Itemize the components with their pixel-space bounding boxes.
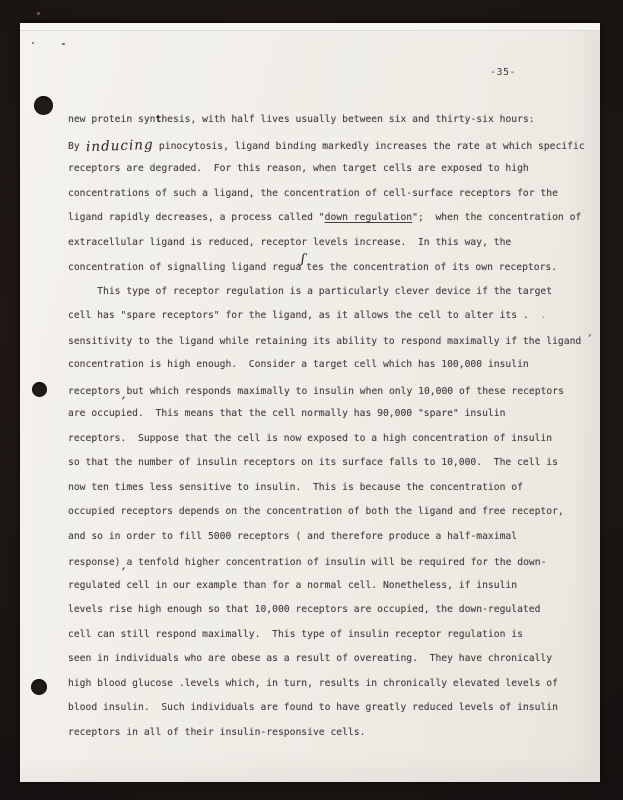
typed-segment: hesis, with half lives usually between six and thirty-six hours: [161, 114, 529, 125]
typed-segment: receptors: [68, 385, 121, 397]
typed-segment: receptors in all of their insulin-responsive cells.: [68, 726, 366, 738]
text-line: [68, 133, 592, 158]
annotation-overstrike: t: [155, 114, 162, 125]
typed-segment: response): [68, 557, 121, 568]
typed-segment: occupied receptors depends on the concentration of both the ligand and free receptor,: [68, 506, 564, 517]
page-number: -35-: [490, 67, 517, 78]
text-line: [68, 647, 592, 672]
typed-segment: high blood glucose .levels which, in turn, results in chronically elevated levels of: [68, 677, 558, 689]
typed-segment: so that the number of insulin receptors on its surface falls to 10,000. The cell is: [68, 457, 558, 468]
document-page: [20, 23, 600, 782]
typed-segment: pinocytosis, ligand binding markedly increases the rate at which specific: [153, 140, 585, 152]
text-line: [68, 549, 592, 574]
text-line: [68, 231, 592, 256]
annotation-hand-comma: ,: [121, 386, 126, 401]
typed-segment: This type of receptor regulation is a particularly clever device if the target: [68, 285, 553, 297]
text-line: [68, 182, 592, 207]
typed-segment: concentrations of such a ligand, the concentration of cell-surface receptors for the: [68, 187, 558, 199]
hole-punch-bottom: [31, 679, 47, 695]
text-line: [68, 427, 592, 452]
text-line: [68, 402, 592, 427]
background-speck: [37, 12, 40, 15]
text-line: [68, 329, 592, 354]
hole-punch-middle: [32, 382, 47, 397]
annotation-insert-mark: ʃ: [300, 251, 306, 268]
typed-segment: "; when the concentration of: [412, 212, 582, 223]
typed-segment: cell has "spare receptors" for the ligand, as it allows the cell to alter its .: [68, 310, 529, 321]
text-line: [68, 206, 592, 231]
paper-speck: [62, 43, 65, 45]
typed-segment: concentration of signalling ligand regua: [68, 262, 302, 273]
typed-segment: new protein syn: [68, 114, 156, 125]
annotation-hand-comma: ,: [121, 558, 126, 572]
typed-segment: receptors are degraded. For this reason, when target cells are exposed to high: [68, 163, 529, 174]
annotation-underline: down regulation: [324, 212, 413, 223]
typed-segment: and so in order to fill 5000 receptors ( and therefore produce a half-maximal: [68, 530, 518, 542]
text-line: [68, 598, 592, 623]
text-line: [68, 251, 592, 280]
typed-segment: ligand rapidly decreases, a process called ": [68, 212, 325, 223]
typed-segment: blood insulin. Such individuals are found to have greatly reduced levels of insulin: [68, 702, 558, 713]
text-line: [68, 721, 592, 746]
text-line: [68, 304, 592, 329]
typed-segment: a tenfold higher concentration of insulin will be required for the down-: [126, 557, 547, 568]
typed-segment: cell can still respond maximally. This type of insulin receptor regulation is: [68, 628, 523, 640]
typed-segment: receptors. Suppose that the cell is now exposed to a high concentration of insulin: [68, 432, 553, 444]
annotation-dot-above: . ·: [529, 114, 535, 125]
typed-segment: extracellular ligand is reduced, receptor levels increase. In this way, the: [68, 236, 512, 248]
typed-segment: sensitivity to the ligand while retaining its ability to respond maximally if the ligand: [68, 335, 588, 347]
text-line: [68, 672, 592, 697]
text-line: [68, 157, 592, 182]
hole-punch-top: [34, 96, 53, 115]
text-line: [68, 525, 592, 550]
annotation-faint: .: [528, 310, 547, 321]
typed-text: [68, 108, 592, 745]
text-line: [68, 451, 592, 476]
text-line: [68, 623, 592, 648]
typed-segment: are occupied. This means that the cell normally has 90,000 "spare" insulin: [68, 408, 506, 419]
text-line: [68, 476, 592, 501]
typed-segment: tes the concentration of its own receptors.: [306, 262, 558, 273]
annotation-hand-tick: ʻ: [585, 331, 593, 345]
annotation-hand: inducing: [85, 136, 154, 155]
text-line: [68, 696, 592, 721]
typed-segment: levels rise high enough so that 10,000 receptors are occupied, the down-regulated: [68, 604, 541, 615]
text-line: [68, 500, 592, 525]
typed-segment: By: [68, 140, 86, 152]
paper-speck: [32, 42, 34, 44]
typed-segment: seen in individuals who are obese as a result of overeating. They have chronically: [68, 653, 553, 664]
typed-segment: but which responds maximally to insulin when only 10,000 of these receptors: [126, 385, 564, 397]
typed-segment: concentration is high enough. Consider a target cell which has 100,000 insulin: [68, 359, 529, 370]
text-line: [68, 574, 592, 599]
text-line: [68, 378, 592, 403]
typed-segment: now ten times less sensitive to insulin. This is because the concentration of: [68, 481, 523, 493]
text-line: [68, 353, 592, 378]
typed-segment: regulated cell in our example than for a normal cell. Nonetheless, if insulin: [68, 579, 518, 591]
text-line: [68, 108, 592, 133]
text-line: [68, 280, 592, 305]
